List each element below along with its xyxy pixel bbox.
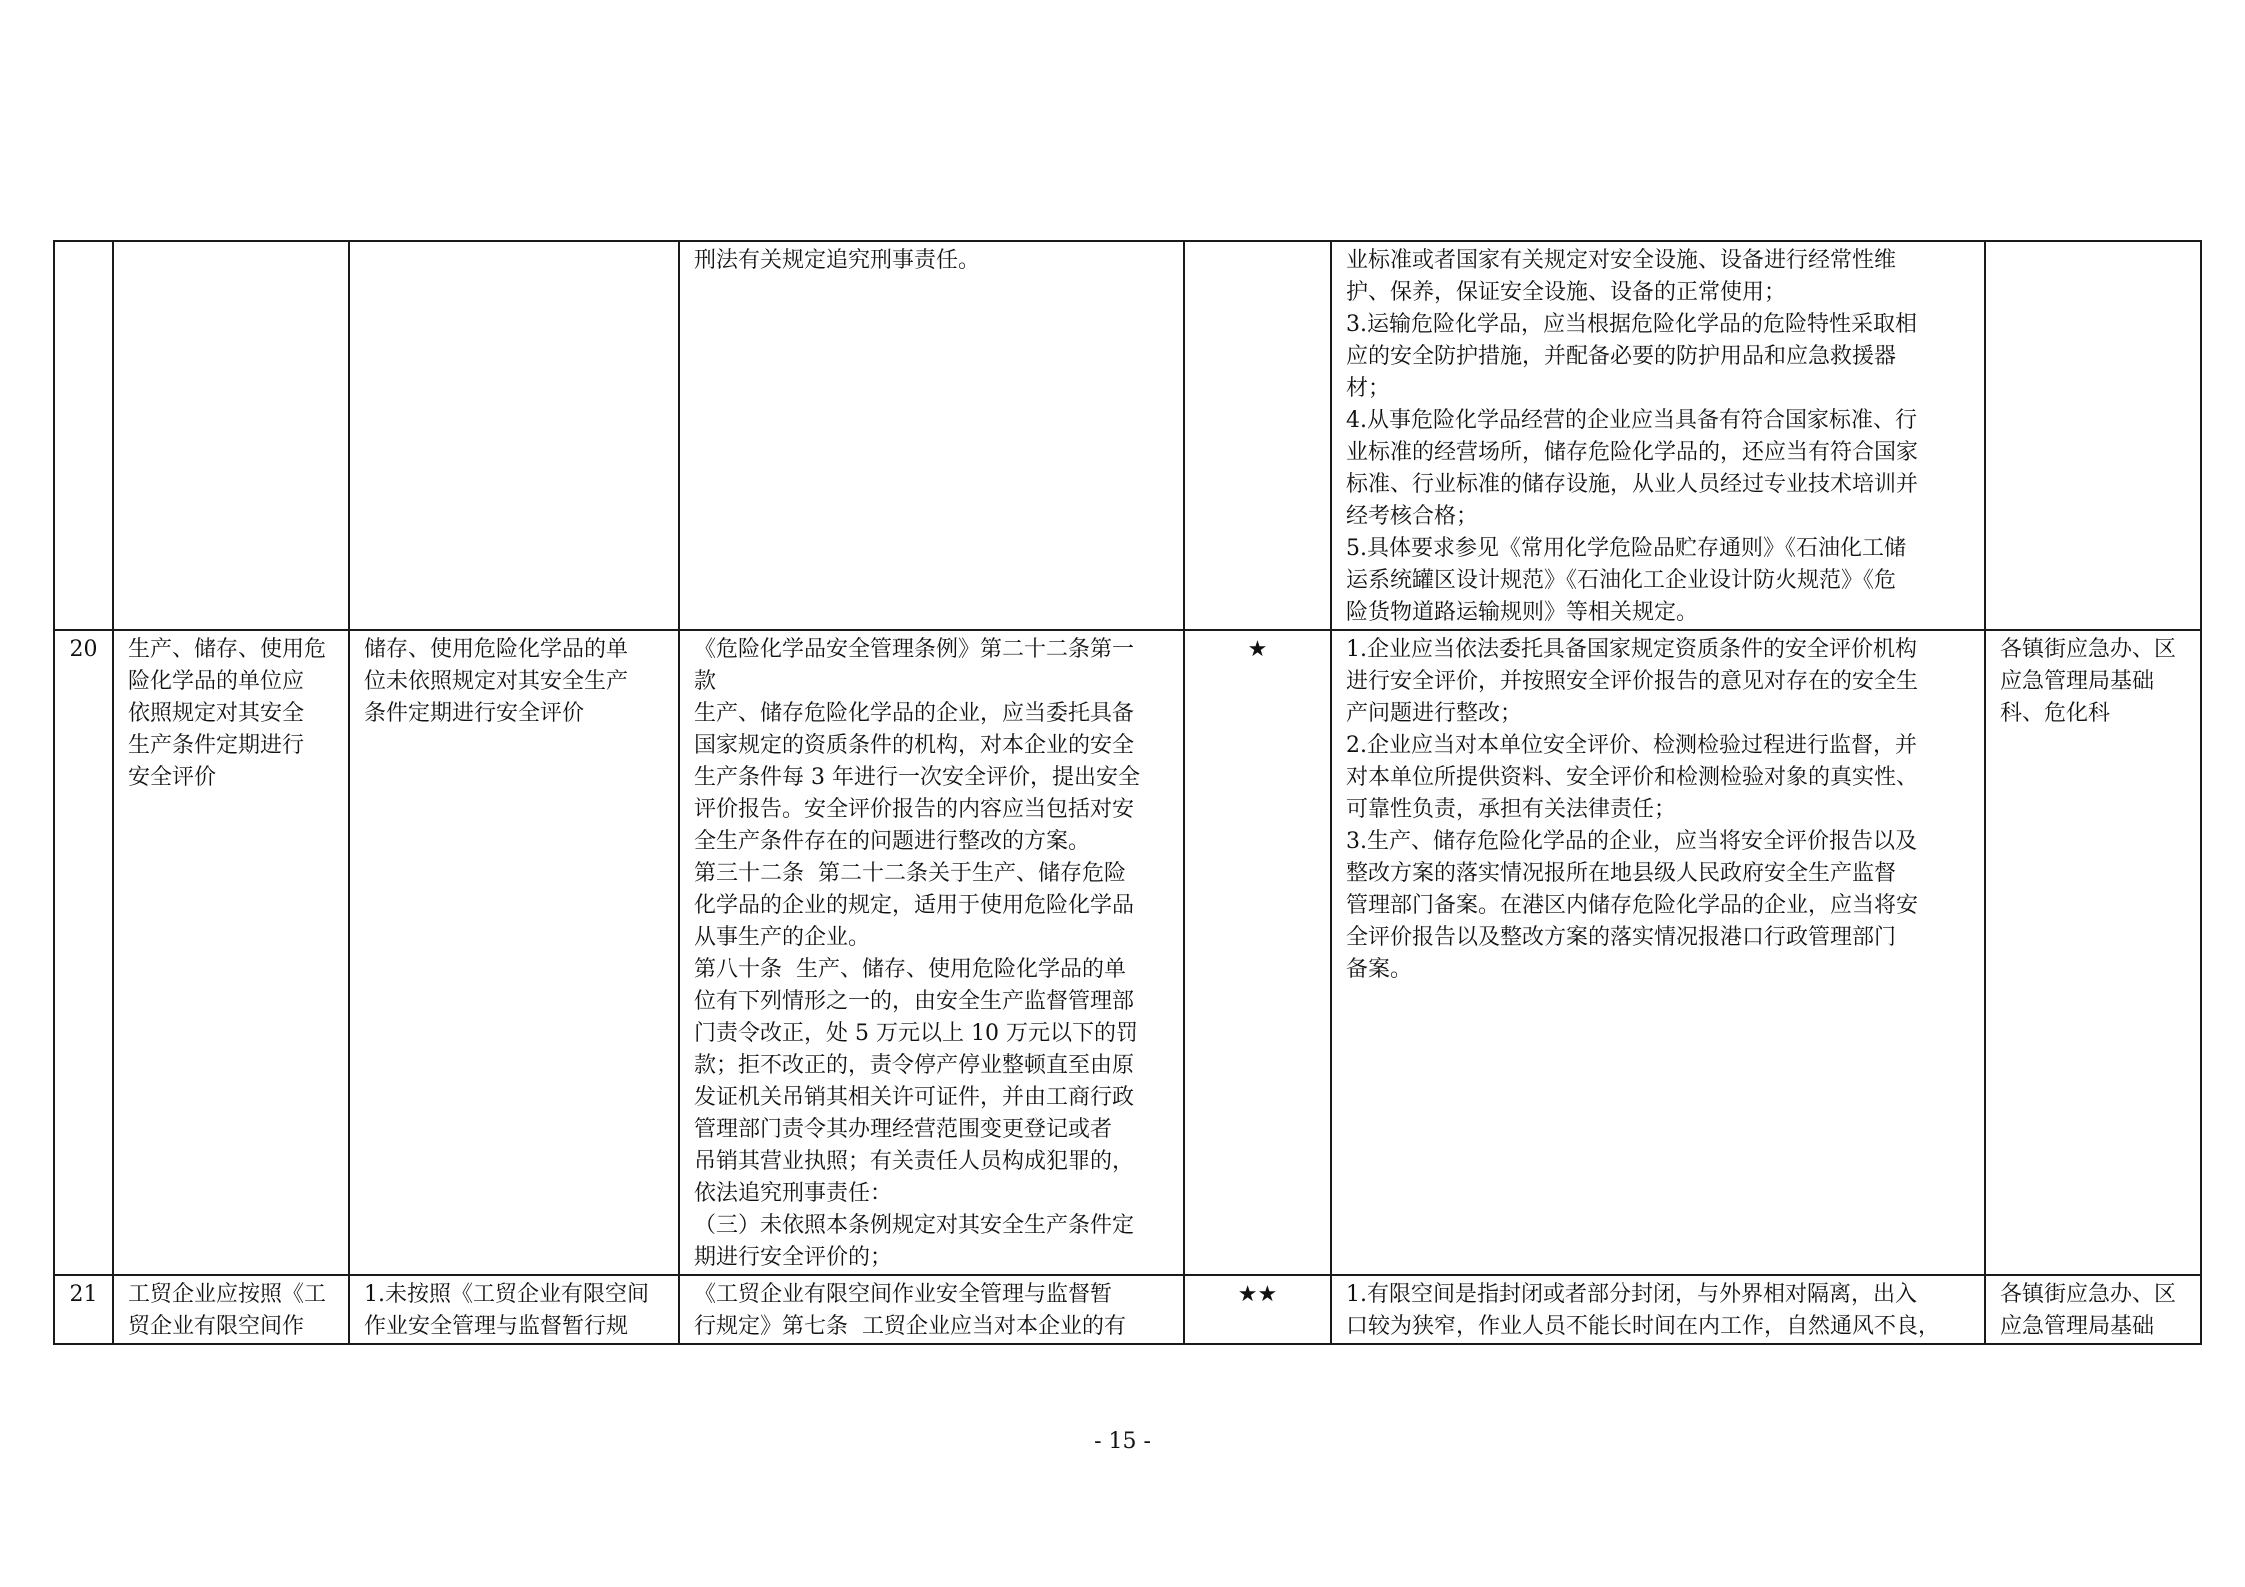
violation-cell [349, 1275, 679, 1344]
text-line: 全生产条件存在的问题进行整改的方案。 [694, 829, 1091, 854]
text-line: 生产、储存、使用危 [128, 637, 327, 662]
text-line: （三）未依照本条例规定对其安全生产条件定 [694, 1213, 1135, 1238]
text-line: 行规定》第七条 工贸企业应当对本企业的有 [694, 1314, 1126, 1339]
requirements-cell [1331, 630, 1985, 1275]
page-number: - 15 - [1094, 1429, 1151, 1454]
legal-basis-cell [679, 1275, 1184, 1344]
check-item-cell [113, 241, 349, 630]
text-line: 经考核合格； [1346, 504, 1479, 529]
text-line: 全评价报告以及整改方案的落实情况报港口行政管理部门 [1346, 925, 1897, 950]
text-line: 第八十条 生产、储存、使用危险化学品的单 [694, 957, 1126, 982]
responsible-dept-cell [1985, 241, 2201, 630]
violation-cell [349, 630, 679, 1275]
check-item-cell [113, 630, 349, 1275]
row-number-cell [54, 241, 113, 630]
text-line: 产问题进行整改； [1346, 701, 1523, 726]
text-line: 标准、行业标准的储存设施，从业人员经过专业技术培训并 [1346, 472, 1919, 497]
text-line: 进行安全评价，并按照安全评价报告的意见对存在的安全生 [1346, 669, 1919, 694]
text-line: 刑法有关规定追究刑事责任。 [694, 248, 981, 273]
text-line: 运系统罐区设计规范》《石油化工企业设计防火规范》《危 [1346, 568, 1897, 593]
table-row [54, 241, 2201, 630]
text-line: 应急管理局基础 [2000, 669, 2155, 694]
text-line: 工贸企业应按照《工 [128, 1282, 327, 1307]
text-line: 5.具体要求参见《常用化学危险品贮存通则》《石油化工储 [1346, 536, 1906, 561]
text-line: 发证机关吊销其相关许可证件，并由工商行政 [694, 1085, 1135, 1110]
text-line: 储存、使用危险化学品的单 [364, 637, 629, 662]
row-number-cell: 20 [54, 630, 113, 1275]
responsible-dept-cell [1985, 630, 2201, 1275]
text-line: 各镇街应急办、区 [2000, 1282, 2177, 1307]
violation-cell [349, 241, 679, 630]
text-line: 《工贸企业有限空间作业安全管理与监督暂 [694, 1282, 1113, 1307]
row-number-cell: 21 [54, 1275, 113, 1344]
text-line: 1.有限空间是指封闭或者部分封闭，与外界相对隔离，出入 [1346, 1282, 1917, 1307]
text-line: 管理部门备案。在港区内储存危险化学品的企业，应当将安 [1346, 893, 1919, 918]
text-line: 作业安全管理与监督暂行规 [364, 1314, 629, 1339]
text-line: 第三十二条 第二十二条关于生产、储存危险 [694, 861, 1126, 886]
text-line: 材； [1346, 376, 1391, 401]
risk-level-cell: ★★ [1184, 1275, 1331, 1344]
text-line: 险货物道路运输规则》等相关规定。 [1346, 600, 1699, 625]
table-row [54, 1275, 2201, 1344]
text-line: 3.运输危险化学品，应当根据危险化学品的危险特性采取相 [1346, 312, 1917, 337]
text-line: 款 [694, 669, 717, 694]
text-line: 条件定期进行安全评价 [364, 701, 585, 726]
text-line: 化学品的企业的规定，适用于使用危险化学品 [694, 893, 1135, 918]
text-line: 期进行安全评价的； [694, 1245, 893, 1270]
text-line: 款；拒不改正的，责令停产停业整顿直至由原 [694, 1053, 1135, 1078]
text-line: 业标准或者国家有关规定对安全设施、设备进行经常性维 [1346, 248, 1897, 273]
text-line: 可靠性负责，承担有关法律责任； [1346, 797, 1677, 822]
text-line: 对本单位所提供资料、安全评价和检测检验对象的真实性、 [1346, 765, 1919, 790]
text-line: 生产条件定期进行 [128, 733, 305, 758]
check-item-cell [113, 1275, 349, 1344]
regulation-table [53, 240, 2202, 1345]
text-line: 吊销其营业执照；有关责任人员构成犯罪的， [694, 1149, 1135, 1174]
text-line: 护、保养，保证安全设施、设备的正常使用； [1346, 280, 1787, 305]
text-line: 依照规定对其安全 [128, 701, 305, 726]
requirements-cell [1331, 1275, 1985, 1344]
text-line: 口较为狭窄，作业人员不能长时间在内工作，自然通风不良， [1346, 1314, 1941, 1339]
text-line: 从事生产的企业。 [694, 925, 871, 950]
legal-basis-cell [679, 630, 1184, 1275]
text-line: 1.企业应当依法委托具备国家规定资质条件的安全评价机构 [1346, 637, 1917, 662]
risk-level-cell: ★ [1184, 630, 1331, 1275]
table-row [54, 630, 2201, 1275]
text-line: 1.未按照《工贸企业有限空间 [364, 1282, 649, 1307]
text-line: 生产、储存危险化学品的企业，应当委托具备 [694, 701, 1135, 726]
text-line: 位未依照规定对其安全生产 [364, 669, 629, 694]
text-line: 备案。 [1346, 957, 1413, 982]
text-line: 《危险化学品安全管理条例》第二十二条第一 [694, 637, 1135, 662]
text-line: 各镇街应急办、区 [2000, 637, 2177, 662]
risk-level-cell [1184, 241, 1331, 630]
responsible-dept-cell [1985, 1275, 2201, 1344]
text-line: 国家规定的资质条件的机构，对本企业的安全 [694, 733, 1135, 758]
text-line: 2.企业应当对本单位安全评价、检测检验过程进行监督，并 [1346, 733, 1917, 758]
text-line: 贸企业有限空间作 [128, 1314, 305, 1339]
text-line: 应急管理局基础 [2000, 1314, 2155, 1339]
requirements-cell [1331, 241, 1985, 630]
text-line: 安全评价 [128, 765, 217, 790]
text-line: 4.从事危险化学品经营的企业应当具备有符合国家标准、行 [1346, 408, 1917, 433]
text-line: 科、危化科 [2000, 701, 2111, 726]
text-line: 管理部门责令其办理经营范围变更登记或者 [694, 1117, 1113, 1142]
text-line: 位有下列情形之一的，由安全生产监督管理部 [694, 989, 1135, 1014]
legal-basis-cell [679, 241, 1184, 630]
text-line: 险化学品的单位应 [128, 669, 305, 694]
text-line: 生产条件每 3 年进行一次安全评价，提出安全 [694, 765, 1140, 790]
text-line: 3.生产、储存危险化学品的企业，应当将安全评价报告以及 [1346, 829, 1917, 854]
text-line: 应的安全防护措施，并配备必要的防护用品和应急救援器 [1346, 344, 1897, 369]
text-line: 整改方案的落实情况报所在地县级人民政府安全生产监督 [1346, 861, 1897, 886]
text-line: 门责令改正，处 5 万元以上 10 万元以下的罚 [694, 1021, 1138, 1046]
text-line: 依法追究刑事责任： [694, 1181, 893, 1206]
text-line: 评价报告。安全评价报告的内容应当包括对安 [694, 797, 1135, 822]
text-line: 业标准的经营场所，储存危险化学品的，还应当有符合国家 [1346, 440, 1919, 465]
